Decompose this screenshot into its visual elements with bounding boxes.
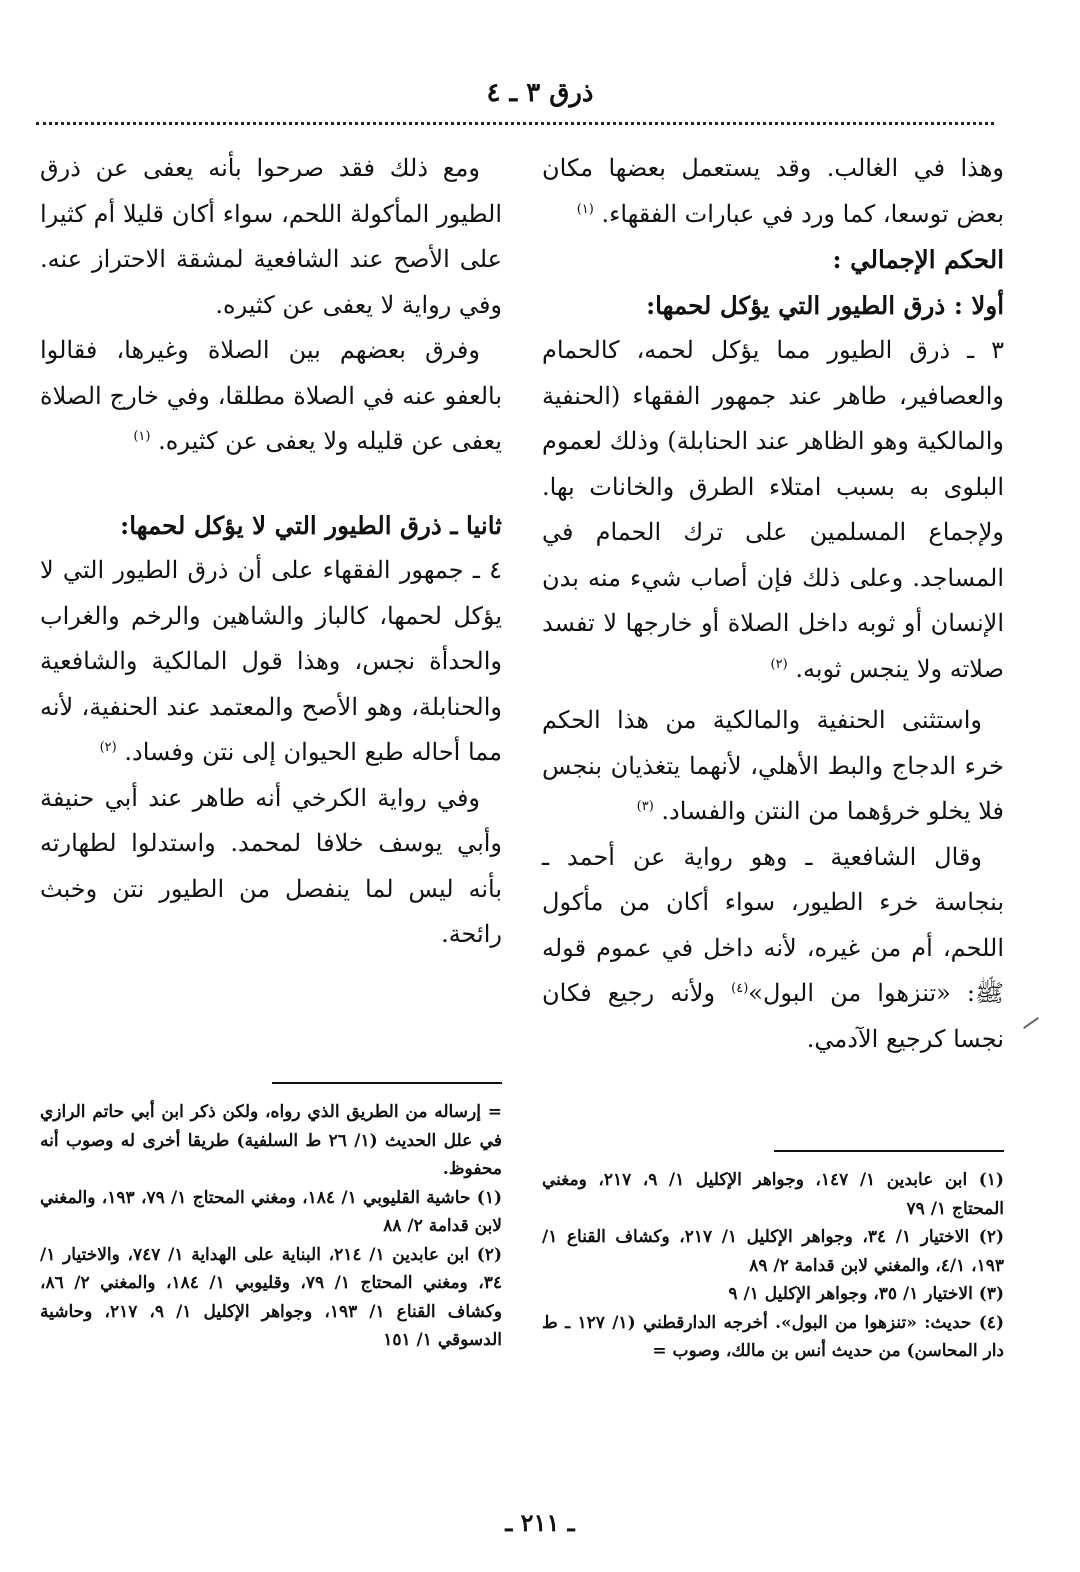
page-number: ـ ٢١١ ـ — [505, 1508, 575, 1537]
paragraph-text: واستثنى الحنفية والمالكية من هذا الحكم خرء الدجاج والبط الأهلي، لأنهما يتغذيان بنجس فلا يخلو خرؤهما من النتن والفساد. — [542, 706, 1004, 825]
paragraph-text: ولأنه رجيع فكان نجسا كرجيع الآدمي. — [542, 979, 1004, 1053]
footnote-ref: (٣) — [636, 799, 654, 814]
footnote-ref: (١) — [133, 429, 151, 444]
paragraph-text: وهذا في الغالب. وقد يستعمل بعضها مكان بعض توسعا، كما ورد في عبارات الفقهاء. — [542, 154, 1004, 228]
paragraph: وفي رواية الكرخي أنه طاهر عند أبي حنيفة وأبي يوسف خلافا لمحمد. واستدلوا لطهارته بأنه ليس لما ينفصل من الطيور نتن وخبث رائحة. — [40, 783, 502, 948]
paragraph-text: ٣ ـ ذرق الطيور مما يؤكل لحمه، كالحمام والعصافير، طاهر عند جمهور الفقهاء (الحنفية والمالكية وهو الظاهر عند الحنابلة) وذلك لعموم البلوى به بسبب امتلاء الطرق والخانات بها. ولإجماع المسلمين على ترك الحمام في المساجد. وعلى ذلك فإن أصاب شيء منه بدن الإنسان أو ثوبه داخل الصلاة أو خارجها لا تفسد صلاته ولا ينجس ثوبه. — [542, 336, 1004, 683]
paragraph — [542, 328, 1004, 692]
footnote-ref: (٢) — [770, 656, 788, 672]
header-dotted-rule — [36, 122, 994, 125]
footnote: (٣) الاختيار ١/ ٣٥، وجواهر الإكليل ١/ ٩ — [728, 1284, 1004, 1304]
footnotes-left — [40, 1082, 502, 1355]
footnotes-right — [542, 1150, 1004, 1366]
footnote: (٤) حديث: «تنزهوا من البول». أخرجه الدارقطني (١/ ١٢٧ ـ ط دار المحاسن) من حديث أنس بن مالك، وصوب = — [542, 1312, 1004, 1361]
paragraph-text: وفرق بعضهم بين الصلاة وغيرها، فقالوا بالعفو عنه في الصلاة مطلقا، وفي خارج الصلاة يعفى عن قليله ولا يعفى عن كثيره. — [40, 336, 502, 455]
right-column — [542, 146, 1004, 1062]
paragraph — [40, 328, 502, 465]
section-heading: الحكم الإجمالي : — [832, 245, 1004, 274]
footnote-ref: (٤) — [731, 981, 749, 996]
paragraph — [542, 146, 1004, 237]
subsection-heading: ثانيا ـ ذرق الطيور التي لا يؤكل لحمها: — [120, 510, 502, 540]
footnote-continuation: = إرساله من الطريق الذي رواه، ولكن ذكر ابن أبي حاتم الرازي في علل الحديث (١/ ٢٦ ط السلفية) طريقا أخرى له وصوب أنه محفوظ. — [40, 1102, 502, 1179]
footnote-rule — [272, 1082, 502, 1084]
stray-mark — [1023, 1017, 1039, 1029]
footnote: (٢) ابن عابدين ١/ ٢١٤، البناية على الهداية ١/ ٧٤٧، والاختيار ١/ ٣٤، ومغني المحتاج ١/ ٧٩، وقليوبي ١/ ١٨٤، والمغني ٢/ ٨٦، وكشاف القناع ١/ ١٩٣، وجواهر الإكليل ١/ ٩، ٢١٧، وحاشية الدسوقي ١/ ١٥١ — [40, 1244, 502, 1350]
paragraph — [542, 698, 1004, 835]
subsection-heading: أولا : ذرق الطيور التي يؤكل لحمها: — [646, 290, 1004, 320]
running-header: ذرق ٣ ـ ٤ — [486, 78, 594, 108]
footnote-ref: (٢) — [99, 740, 117, 755]
footnote-rule — [774, 1150, 1004, 1152]
footnote-ref: (١) — [576, 201, 594, 217]
left-column — [40, 146, 502, 958]
footnote: (١) حاشية القليوبي ١/ ١٨٤، ومغني المحتاج ١/ ٧٩، ١٩٣، والمغني لابن قدامة ٢/ ٨٨ — [40, 1187, 503, 1236]
paragraph — [542, 835, 1004, 1063]
paragraph-text: وقال الشافعية ـ وهو رواية عن أحمد ـ بنجاسة خرء الطيور، سواء أكان من مأكول اللحم، أم من غيره، لأنه داخل في عموم قوله ﷺ: «تنزهوا من البول» — [542, 842, 1004, 1007]
footnote: (١) ابن عابدين ١/ ١٤٧، وجواهر الإكليل ١/ ٩، ٢١٧، ومغني المحتاج ١/ ٧٩ — [542, 1170, 1004, 1219]
spacer — [40, 465, 502, 503]
footnote: (٢) الاختيار ١/ ٣٤، وجواهر الإكليل ١/ ٢١٧، وكشاف القناع ١/ ١٩٣، ٤/١، والمغني لابن قدامة ٢/ ٨٩ — [542, 1227, 1004, 1276]
paragraph — [40, 548, 502, 776]
paragraph: ومع ذلك فقد صرحوا بأنه يعفى عن ذرق الطيور المأكولة اللحم، سواء أكان قليلا أم كثيرا على الأصح عند الشافعية لمشقة الاحتراز عنه. وفي رواية لا يعفى عن كثيره. — [40, 154, 502, 319]
paragraph-text: ٤ ـ جمهور الفقهاء على أن ذرق الطيور التي لا يؤكل لحمها، كالباز والشاهين والرخم والغراب والحدأة نجس، وهذا قول المالكية والشافعية والحنابلة، وهو الأصح والمعتمد عند الحنفية، لأنه مما أحاله طبع الحيوان إلى نتن وفساد. — [40, 556, 502, 766]
